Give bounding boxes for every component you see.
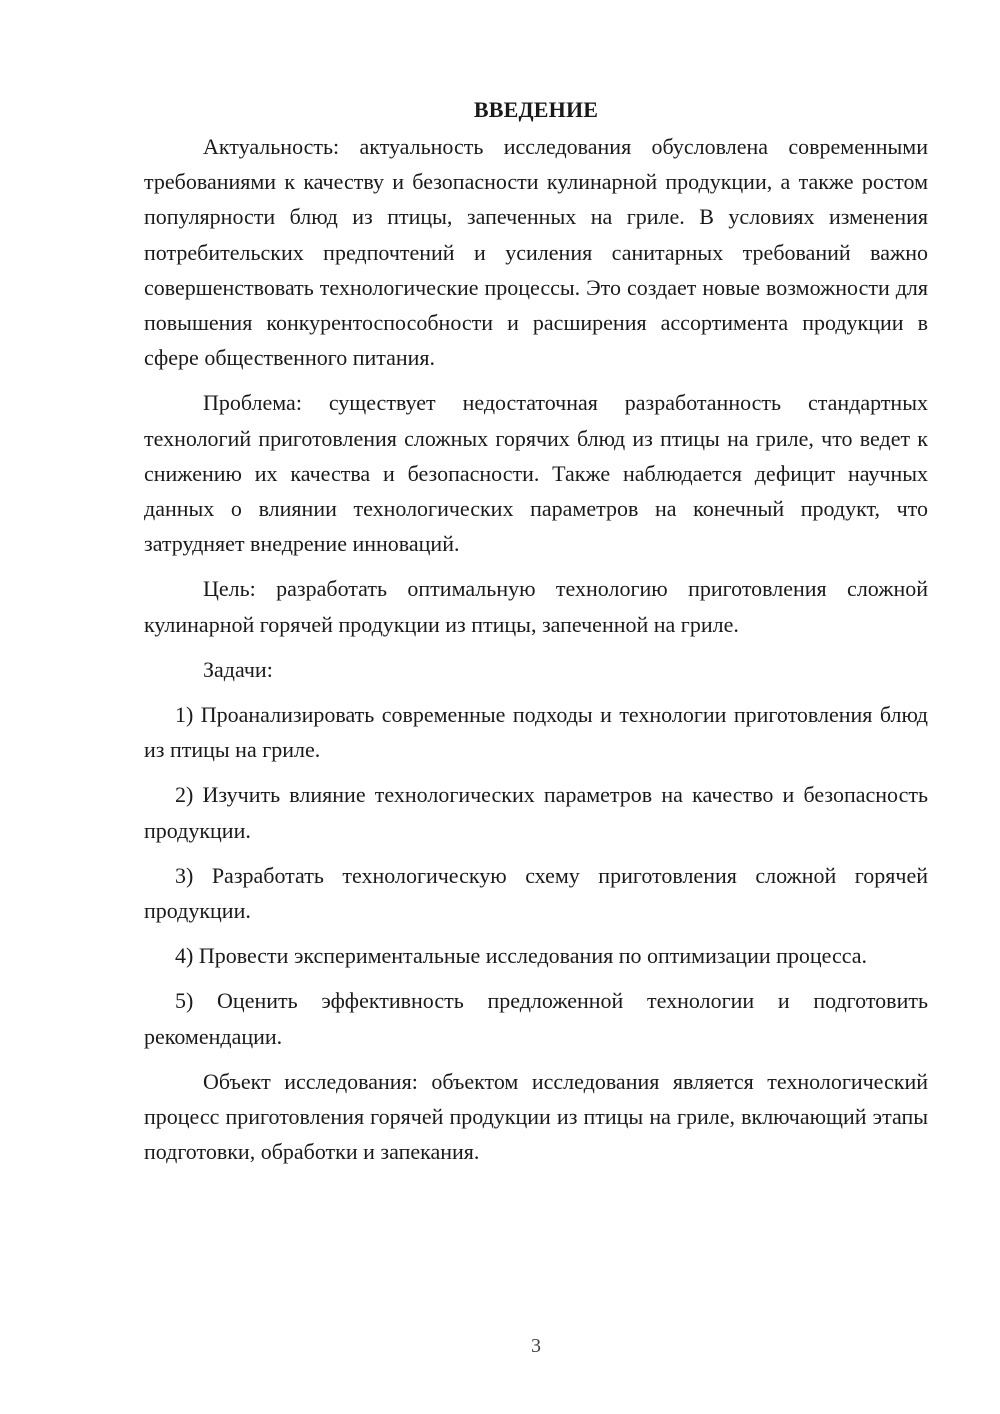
task-item-1: 1) Проанализировать современные подходы и технологии приготовления блюд из птицы на гриле. (144, 702, 928, 763)
paragraph-object: Объект исследования: объектом исследования является технологический процесс приготовления горячей продукции из птицы на гриле, включающий этапы подготовки, обработки и запекания. (144, 1068, 928, 1165)
page-body (144, 92, 928, 1169)
paragraph-relevance: Актуальность: актуальность исследования обусловлена современными требованиями к качеству и безопасности кулинарной продукции, а также ростом популярности блюд из птицы, запеченных на гриле. В условиях изменения потребительских предпочтений и усиления санитарных требований важно совершенствовать технологические процессы. Это создает новые возможности для повышения конкурентоспособности и расширения ассортимента продукции в сфере общественного питания. (144, 134, 928, 371)
paragraph-problem: Проблема: существует недостаточная разработанность стандартных технологий приготовления сложных горячих блюд из птицы на гриле, что ведет к снижению их качества и безопасности. Также наблюдается дефицит научных данных о влиянии технологических параметров на конечный продукт, что затрудняет внедрение инноваций. (144, 390, 928, 557)
task-item-2: 2) Изучить влияние технологических параметров на качество и безопасность продукции. (144, 782, 928, 843)
paragraph-goal: Цель: разработать оптимальную технологию приготовления сложной кулинарной горячей продукции из птицы, запеченной на гриле. (144, 576, 928, 637)
task-item-5: 5) Оценить эффективность предложенной технологии и подготовить рекомендации. (144, 988, 928, 1049)
task-item-3: 3) Разработать технологическую схему приготовления сложной горячей продукции. (144, 862, 928, 924)
page-number: 3 (531, 1335, 541, 1357)
task-item-4: 4) Провести экспериментальные исследования по оптимизации процесса. (175, 943, 868, 969)
tasks-label: Задачи: (203, 656, 273, 682)
section-heading: ВВЕДЕНИЕ (473, 97, 599, 122)
